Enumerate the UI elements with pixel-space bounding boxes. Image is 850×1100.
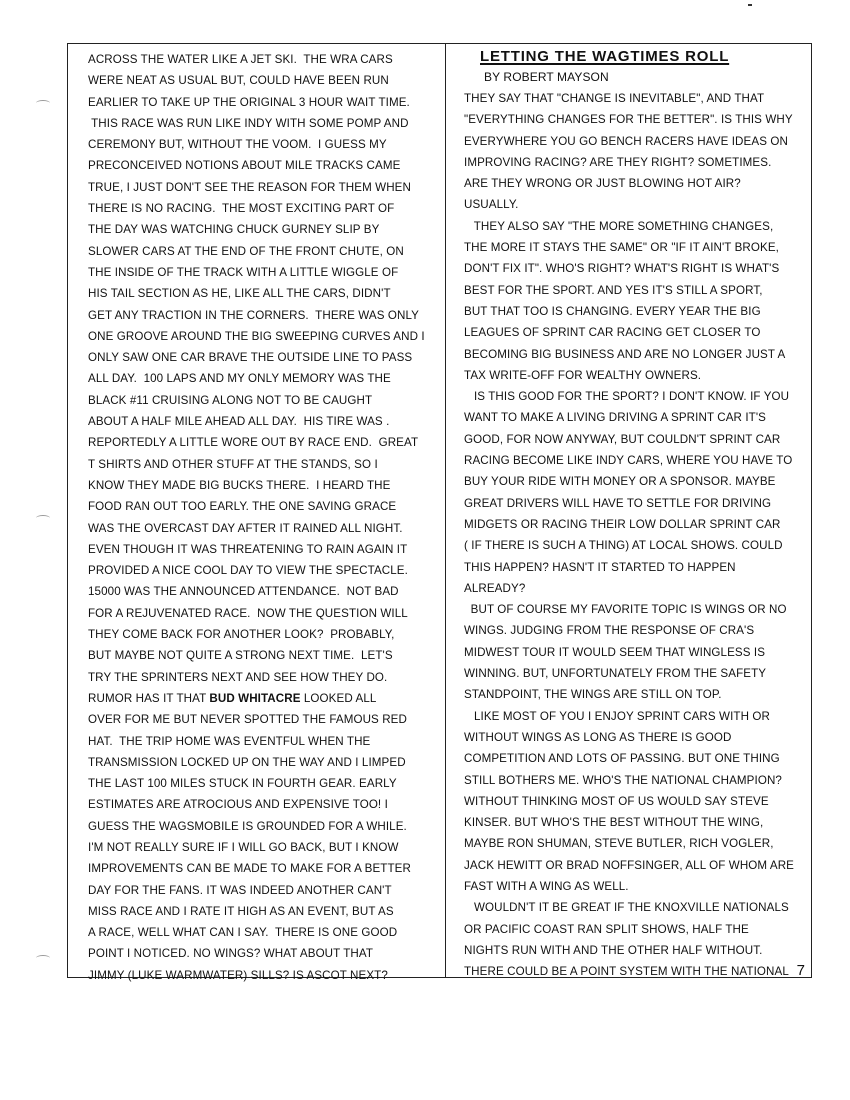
text-line: ABOUT A HALF MILE AHEAD ALL DAY. HIS TIRE WAS . [88, 415, 390, 429]
article-body [464, 88, 806, 982]
text-line: PRECONCEIVED NOTIONS ABOUT MILE TRACKS CAME [88, 159, 401, 173]
text-line: THIS HAPPEN? HASN'T IT STARTED TO HAPPEN [464, 560, 736, 574]
text-line: WITHOUT WINGS AS LONG AS THERE IS GOOD [464, 730, 732, 744]
text-line: FAST WITH A WING AS WELL. [464, 879, 629, 893]
text-line: THE INSIDE OF THE TRACK WITH A LITTLE WIGGLE OF [88, 265, 399, 279]
text-line: EARLIER TO TAKE UP THE ORIGINAL 3 HOUR WAIT TIME. [88, 95, 410, 109]
text-line: CEREMONY BUT, WITHOUT THE VOOM. I GUESS MY [88, 138, 387, 152]
text-line: EVERYWHERE YOU GO BENCH RACERS HAVE IDEAS ON [464, 134, 788, 148]
text-line: IMPROVEMENTS CAN BE MADE TO MAKE FOR A BETTER [88, 862, 411, 876]
text-line: GUESS THE WAGSMOBILE IS GROUNDED FOR A WHILE. [88, 819, 407, 833]
text-line: ONE GROOVE AROUND THE BIG SWEEPING CURVES AND I [88, 329, 425, 343]
article-byline: BY ROBERT MAYSON [484, 70, 609, 84]
text-line: SLOWER CARS AT THE END OF THE FRONT CHUTE, ON [88, 244, 404, 258]
text-line: WITHOUT THINKING MOST OF US WOULD SAY STEVE [464, 794, 769, 808]
text-line: FOR A REJUVENATED RACE. NOW THE QUESTION WILL [88, 606, 408, 620]
text-line: ARE THEY WRONG OR JUST BLOWING HOT AIR? [464, 177, 741, 191]
text-line: GREAT DRIVERS WILL HAVE TO SETTLE FOR DRIVING [464, 496, 772, 510]
text-line: KINSER. BUT WHO'S THE BEST WITHOUT THE WING, [464, 816, 764, 830]
text-line: THERE IS NO RACING. THE MOST EXCITING PART OF [88, 202, 395, 216]
text-line: WANT TO MAKE A LIVING DRIVING A SPRINT CAR IT'S [464, 411, 766, 425]
hole-punch-mark [36, 100, 50, 106]
text-line: IS THIS GOOD FOR THE SPORT? I DON'T KNOW. IF YOU [464, 390, 790, 404]
text-line: HIS TAIL SECTION AS HE, LIKE ALL THE CARS, DIDN'T [88, 287, 391, 301]
text-line: OR PACIFIC COAST RAN SPLIT SHOWS, HALF THE [464, 922, 749, 936]
text-line: TRUE, I JUST DON'T SEE THE REASON FOR THEM WHEN [88, 180, 411, 194]
text-line: BUT OF COURSE MY FAVORITE TOPIC IS WINGS OR NO [464, 603, 787, 617]
text-line: STILL BOTHERS ME. WHO'S THE NATIONAL CHAMPION? [464, 773, 782, 787]
text-line: GOOD, FOR NOW ANYWAY, BUT COULDN'T SPRINT CAR [464, 432, 781, 446]
text-line: THEY ALSO SAY "THE MORE SOMETHING CHANGES, [464, 219, 774, 233]
text-line: KNOW THEY MADE BIG BUCKS THERE. I HEARD THE [88, 478, 391, 492]
text-line: DON'T FIX IT". WHO'S RIGHT? WHAT'S RIGHT IS WHAT'S [464, 262, 780, 276]
page-frame [67, 43, 812, 982]
text-line: A RACE, WELL WHAT CAN I SAY. THERE IS ONE GOOD [88, 926, 398, 940]
bold-name: BUD WHITACRE [209, 691, 301, 705]
text-line: WOULDN'T IT BE GREAT IF THE KNOXVILLE NATIONALS [464, 901, 789, 915]
text-line: WINNING. BUT, UNFORTUNATELY FROM THE SAFETY [464, 667, 767, 681]
right-column [464, 44, 806, 977]
text-line: GET ANY TRACTION IN THE CORNERS. THERE WAS ONLY [88, 308, 419, 322]
text-line: BUT MAYBE NOT QUITE A STRONG NEXT TIME. LET'S [88, 649, 393, 663]
text-line: OVER FOR ME BUT NEVER SPOTTED THE FAMOUS RED [88, 713, 407, 727]
page-number: 7 [796, 962, 805, 979]
text-line: ALREADY? [464, 581, 526, 595]
text-line: JACK HEWITT OR BRAD NOFFSINGER, ALL OF WHOM ARE [464, 858, 795, 872]
text-run: RUMOR HAS IT THAT [88, 691, 210, 705]
text-line: MIDGETS OR RACING THEIR LOW DOLLAR SPRINT CAR [464, 517, 781, 531]
text-line: 15000 WAS THE ANNOUNCED ATTENDANCE. NOT BAD [88, 585, 399, 599]
text-line: THEY SAY THAT "CHANGE IS INEVITABLE", AND THAT [464, 92, 765, 105]
text-line: ONLY SAW ONE CAR BRAVE THE OUTSIDE LINE TO PASS [88, 351, 413, 365]
scan-speck [748, 4, 752, 6]
text-line: HAT. THE TRIP HOME WAS EVENTFUL WHEN THE [88, 734, 371, 748]
text-line: FOOD RAN OUT TOO EARLY. THE ONE SAVING GRACE [88, 500, 397, 514]
text-line: BLACK #11 CRUISING ALONG NOT TO BE CAUGHT [88, 393, 373, 407]
text-line: THIS RACE WAS RUN LIKE INDY WITH SOME POMP AND [88, 116, 409, 130]
text-line: ESTIMATES ARE ATROCIOUS AND EXPENSIVE TOO! I [88, 798, 388, 812]
text-line: STANDPOINT, THE WINGS ARE STILL ON TOP. [464, 688, 722, 702]
left-column [88, 44, 440, 982]
text-line: NIGHTS RUN WITH AND THE OTHER HALF WITHOUT. [464, 943, 763, 957]
text-line: JIMMY (LUKE WARMWATER) SILLS? IS ASCOT NEXT? [88, 968, 388, 982]
text-line: THE DAY WAS WATCHING CHUCK GURNEY SLIP BY [88, 223, 380, 237]
text-line: TRANSMISSION LOCKED UP ON THE WAY AND I LIMPED [88, 755, 406, 769]
text-line: LIKE MOST OF YOU I ENJOY SPRINT CARS WITH OR [464, 709, 770, 723]
text-line: THE MORE IT STAYS THE SAME" OR "IF IT AIN'T BROKE, [464, 241, 780, 255]
text-line: THE LAST 100 MILES STUCK IN FOURTH GEAR. EARLY [88, 777, 397, 791]
text-line: WINGS. JUDGING FROM THE RESPONSE OF CRA'S [464, 624, 755, 638]
text-line: BUT THAT TOO IS CHANGING. EVERY YEAR THE BIG [464, 304, 761, 318]
text-line: ACROSS THE WATER LIKE A JET SKI. THE WRA CARS [88, 53, 393, 66]
text-line: BECOMING BIG BUSINESS AND ARE NO LONGER JUST A [464, 347, 786, 361]
text-line: IMPROVING RACING? ARE THEY RIGHT? SOMETIMES. [464, 155, 772, 169]
text-line: THERE COULD BE A POINT SYSTEM WITH THE NATIONAL [464, 965, 789, 979]
text-line [88, 688, 440, 709]
text-line: EVEN THOUGH IT WAS THREATENING TO RAIN AGAIN IT [88, 542, 408, 556]
text-line: REPORTEDLY A LITTLE WORE OUT BY RACE END. GREAT [88, 436, 419, 450]
hole-punch-mark [36, 515, 50, 521]
text-line: DAY FOR THE FANS. IT WAS INDEED ANOTHER CAN'T [88, 883, 392, 897]
text-line: WAS THE OVERCAST DAY AFTER IT RAINED ALL NIGHT. [88, 521, 403, 535]
text-line: ( IF THERE IS SUCH A THING) AT LOCAL SHOWS. COULD [464, 539, 783, 553]
text-line: BEST FOR THE SPORT. AND YES IT'S STILL A SPORT, [464, 283, 763, 297]
hole-punch-mark [36, 955, 50, 961]
text-line: MISS RACE AND I RATE IT HIGH AS AN EVENT, BUT AS [88, 904, 394, 918]
text-line: ALL DAY. 100 LAPS AND MY ONLY MEMORY WAS THE [88, 372, 391, 386]
text-line: COMPETITION AND LOTS OF PASSING. BUT ONE THING [464, 752, 780, 766]
text-line: POINT I NOTICED. NO WINGS? WHAT ABOUT THAT [88, 947, 374, 961]
column-divider [445, 44, 446, 977]
text-line: T SHIRTS AND OTHER STUFF AT THE STANDS, SO I [88, 457, 378, 471]
text-line: WERE NEAT AS USUAL BUT, COULD HAVE BEEN RUN [88, 74, 389, 88]
text-line: "EVERYTHING CHANGES FOR THE BETTER". IS THIS WHY [464, 113, 793, 127]
text-line: MIDWEST TOUR IT WOULD SEEM THAT WINGLESS IS [464, 645, 766, 659]
text-line: TRY THE SPRINTERS NEXT AND SEE HOW THEY DO. [88, 670, 388, 684]
text-run: LOOKED ALL [300, 691, 377, 705]
text-line: USUALLY. [464, 198, 519, 212]
text-line: BUY YOUR RIDE WITH MONEY OR A SPONSOR. MAYBE [464, 475, 776, 489]
text-line: PROVIDED A NICE COOL DAY TO VIEW THE SPECTACLE. [88, 564, 408, 578]
text-line: THEY COME BACK FOR ANOTHER LOOK? PROBABLY, [88, 628, 395, 642]
article-title: LETTING THE WAGTIMES ROLL [480, 48, 730, 65]
text-line: TAX WRITE-OFF FOR WEALTHY OWNERS. [464, 368, 702, 382]
text-line: RACING BECOME LIKE INDY CARS, WHERE YOU HAVE TO [464, 454, 793, 468]
text-line: I'M NOT REALLY SURE IF I WILL GO BACK, BUT I KNOW [88, 840, 399, 854]
text-line: MAYBE RON SHUMAN, STEVE BUTLER, RICH VOGLER, [464, 837, 774, 851]
text-line: LEAGUES OF SPRINT CAR RACING GET CLOSER TO [464, 326, 761, 340]
